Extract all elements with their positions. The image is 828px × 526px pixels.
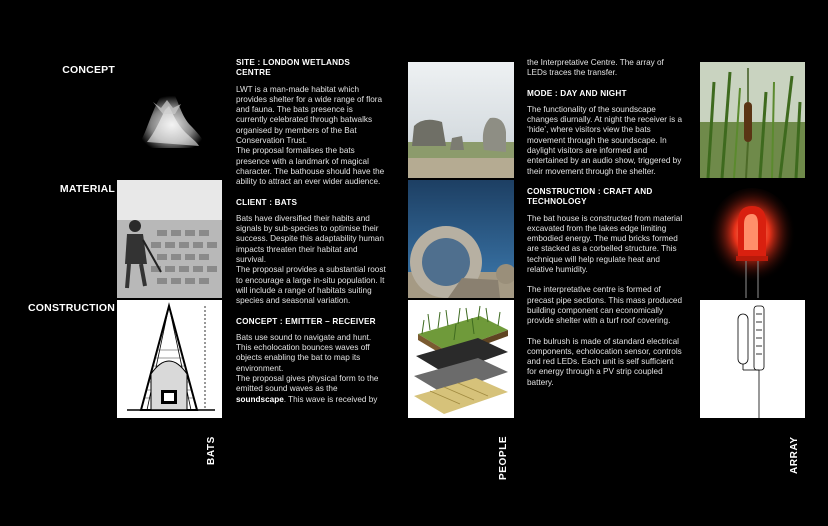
site-heading: SITE : LONDON WETLANDS CENTRE [236, 58, 351, 78]
concept-body: Bats use sound to navigate and hunt. This echolocation bounces waves off objects enabling the bat to map its environment. [236, 332, 372, 373]
material-mudbrick-photo [117, 180, 222, 298]
concept-soundwave-image [117, 62, 222, 178]
client-heading: CLIENT : BATS [236, 197, 298, 207]
concept-heading: CONCEPT : EMITTER – RECEIVER [236, 316, 376, 326]
soundscape-term: soundscape [236, 394, 284, 404]
construction-body: The bat house is constructed from material excavated from the lakes edge limiting embodied energy. The mud bricks formed are stacked as a corbelled structure. This technique will help regulate heat and relative humidity. [527, 213, 683, 275]
bulrush-unit-drawing [700, 300, 805, 418]
bulrush-photo [700, 62, 805, 178]
red-led-photo [700, 180, 805, 298]
mode-body: The functionality of the soundscape changes diurnally. At night the receiver is a ‘hide’, where visitors view the bats movement through the soundscape. In daylight visitors are informed and entertained by an audio show, triggered by their movement through the shelter. [527, 104, 683, 176]
interpretative-intro: the Interpretative Centre. The array of LEDs traces the transfer. [527, 58, 664, 78]
site-body-2: The proposal formalises the bats presence with a landmark of magical character. The bathouse should have the ability to attract an ever wider audience. [236, 146, 385, 187]
concept-body-2: The proposal gives physical form to the emitted sound waves as the soundscape. This wave is received by [236, 374, 379, 404]
mode-heading: MODE : DAY AND NIGHT [527, 88, 627, 98]
site-body: LWT is a man-made habitat which provides shelter for a wide range of flora and fauna. The bats presence is currently celebrated through batwalks organised by members of the Bat Conservation Trust. [236, 84, 383, 146]
bulrush-body: The bulrush is made of standard electrical components, echolocation sensor, controls and red LEDs. Each unit is self sufficient for energy through a PV strip coupled battery. [527, 336, 682, 387]
column-label-bats: BATS [206, 436, 217, 465]
text-column-bats [236, 58, 386, 405]
client-body-2: The proposal provides a substantial roost to encourage a large in-situ population. It will include a range of habitats suiting species and seasonal variation. [236, 265, 386, 306]
construction-turf-layers [408, 300, 514, 418]
site-photo-pipes [408, 180, 514, 298]
row-label-material: MATERIAL [59, 183, 115, 195]
row-label-concept: CONCEPT [62, 64, 115, 76]
construction-heading: CONSTRUCTION : CRAFT AND TECHNOLOGY [527, 186, 653, 207]
row-label-construction: CONSTRUCTION [28, 302, 115, 314]
interpretative-centre-body: The interpretative centre is formed of precast pipe sections. This mass produced building component can economically provide shelter with a turf roof covering. [527, 285, 683, 326]
column-label-people: PEOPLE [498, 435, 509, 480]
construction-section-drawing [117, 300, 222, 418]
column-label-array: ARRAY [789, 436, 800, 474]
text-column-people [527, 58, 684, 398]
client-body: Bats have diversified their habits and signals by sub-species to optimise their success. Despite this adaptability human impacts threaten their habitat and survival. [236, 213, 384, 265]
site-photo-stones [408, 62, 514, 178]
